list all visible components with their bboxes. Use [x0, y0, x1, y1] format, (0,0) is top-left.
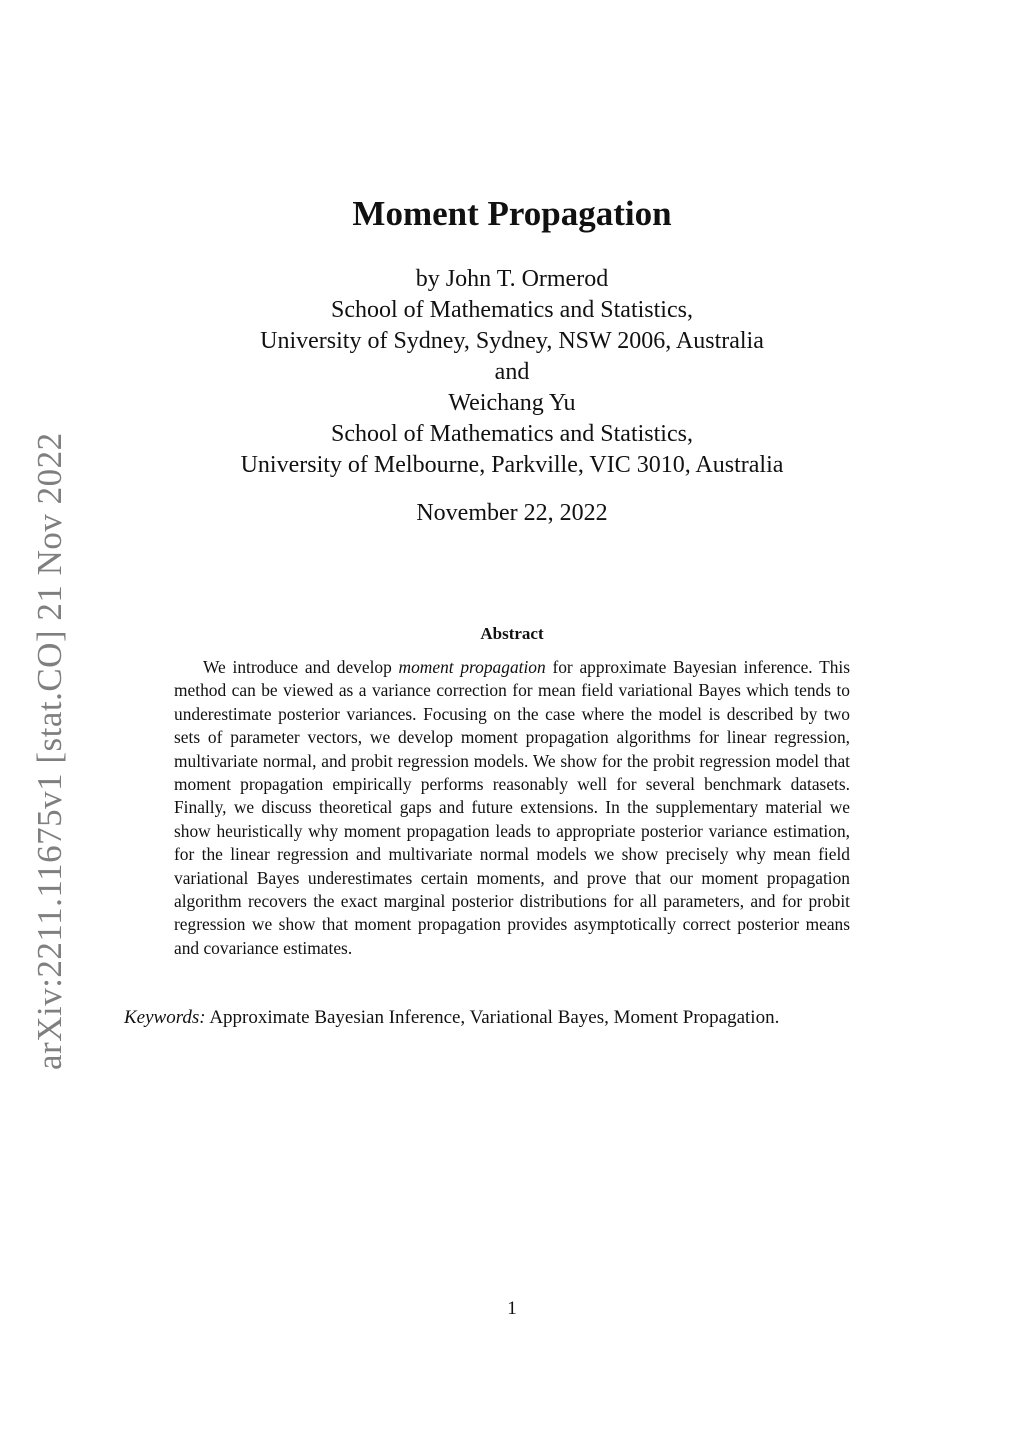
abstract-body [174, 656, 850, 960]
author-line: by John T. Ormerod [415, 266, 609, 292]
paper-title: Moment Propagation [352, 194, 672, 233]
affiliation-line: University of Melbourne, Parkville, VIC 3010, Australia [240, 452, 784, 478]
keywords-label: Keywords: [124, 1007, 206, 1028]
abstract-text: for approximate Bayesian inference. This method can be viewed as a variance correction for mean field variational Bayes which tends to underestimate posterior variances. Focusing on the case where the model is described by two sets of parameter vectors, we develop moment propagation algorithms for linear regression, multivariate normal, and probit regression models. We show for the probit regression model that moment propagation empirically performs reasonably well for several benchmark datasets. Finally, we discuss theoretical gaps and future extensions. In the supplementary material we show heuristically why moment propagation leads to appropriate posterior variance estimation, for the linear regression and multivariate normal models we show precisely why mean field variational Bayes underestimates certain moments, and prove that our moment propagation algorithm recovers the exact marginal posterior distributions for all parameters, and for probit regression we show that moment propagation provides asymptotically correct posterior means and covariance estimates. [174, 657, 850, 958]
affiliation-line: School of Mathematics and Statistics, [331, 421, 693, 447]
keywords-line [124, 1006, 900, 1030]
abstract-emphasis: moment propagation [398, 657, 546, 677]
page-number: 1 [507, 1298, 517, 1319]
affiliation-line: School of Mathematics and Statistics, [331, 297, 693, 323]
keywords-text: Approximate Bayesian Inference, Variational Bayes, Moment Propagation. [205, 1007, 780, 1028]
publication-date: November 22, 2022 [416, 500, 608, 526]
abstract-heading: Abstract [480, 624, 544, 643]
author-affiliation-block [0, 264, 1024, 481]
affiliation-line: University of Sydney, Sydney, NSW 2006, Australia [260, 328, 764, 354]
abstract-lead: We introduce and develop [203, 657, 399, 677]
arxiv-identifier-stamp: arXiv:2211.11675v1 [stat.CO] 21 Nov 2022 [30, 432, 69, 1070]
author-conjunction: and [494, 359, 530, 385]
author-line: Weichang Yu [448, 390, 576, 416]
